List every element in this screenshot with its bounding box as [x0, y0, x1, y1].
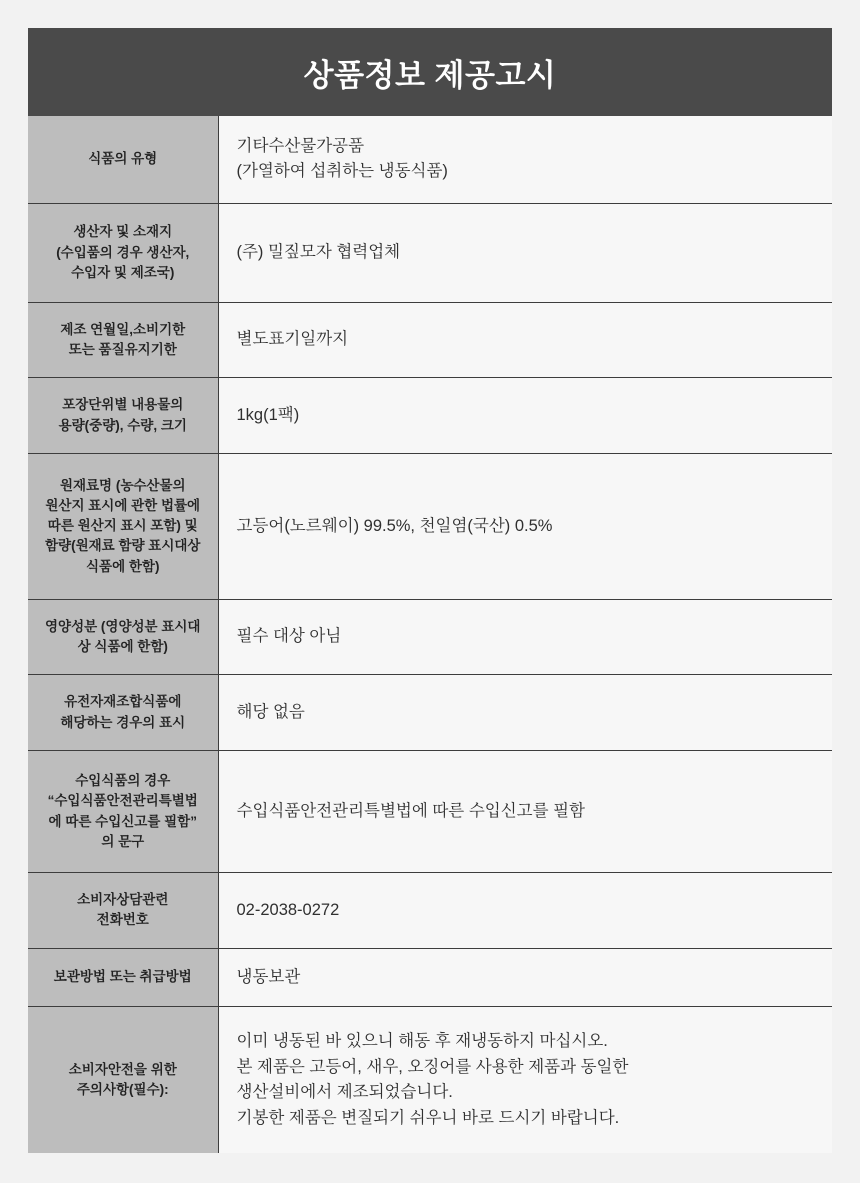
- table-row: [28, 1007, 832, 1153]
- table-row: [28, 453, 832, 599]
- row-label-producer: 생산자 및 소재지 (수입품의 경우 생산자, 수입자 및 제조국): [28, 203, 218, 302]
- table-row: [28, 599, 832, 675]
- row-label-ingredients: 원재료명 (농수산물의 원산지 표시에 관한 법률에 따른 원산지 표시 포함) 및 함량(원재료 함량 표시대상 식품에 한함): [28, 453, 218, 599]
- row-label-import-declaration: 수입식품의 경우 “수입식품안전관리특별법 에 따른 수입신고를 필함” 의 문구: [28, 750, 218, 872]
- row-label-packaging: 포장단위별 내용물의 용량(중량), 수량, 크기: [28, 378, 218, 454]
- product-info-table: [28, 116, 832, 1153]
- page-title: 상품정보 제공고시: [303, 57, 557, 93]
- product-info-table-body: [28, 116, 832, 1153]
- row-label-gmo: 유전자재조합식품에 해당하는 경우의 표시: [28, 675, 218, 751]
- table-row: [28, 873, 832, 949]
- page-title-bar: [28, 28, 832, 116]
- row-value-gmo: 해당 없음: [218, 675, 832, 751]
- row-value-customer-service-phone: 02-2038-0272: [218, 873, 832, 949]
- row-value-safety-notice: 이미 냉동된 바 있으니 해동 후 재냉동하지 마십시오. 본 제품은 고등어, 새우, 오징어를 사용한 제품과 동일한 생산설비에서 제조되었습니다. 기봉한 제품은 변질되기 쉬우니 바로 드시기 바랍니다.: [218, 1007, 832, 1153]
- table-row: [28, 948, 832, 1006]
- table-row: [28, 675, 832, 751]
- row-value-food-type: 기타수산물가공품 (가열하여 섭취하는 냉동식품): [218, 116, 832, 203]
- table-row: [28, 750, 832, 872]
- row-value-ingredients: 고등어(노르웨이) 99.5%, 천일염(국산) 0.5%: [218, 453, 832, 599]
- row-label-storage: 보관방법 또는 취급방법: [28, 948, 218, 1006]
- row-value-storage: 냉동보관: [218, 948, 832, 1006]
- table-row: [28, 302, 832, 378]
- table-row: [28, 116, 832, 203]
- row-label-safety-notice: 소비자안전을 위한 주의사항(필수):: [28, 1007, 218, 1153]
- row-value-nutrition: 필수 대상 아님: [218, 599, 832, 675]
- row-label-expiry: 제조 연월일,소비기한 또는 품질유지기한: [28, 302, 218, 378]
- table-row: [28, 378, 832, 454]
- row-value-import-declaration: 수입식품안전관리특별법에 따른 수입신고를 필함: [218, 750, 832, 872]
- row-label-customer-service-phone: 소비자상담관련 전화번호: [28, 873, 218, 949]
- table-row: [28, 203, 832, 302]
- row-value-producer: (주) 밀짚모자 협력업체: [218, 203, 832, 302]
- row-label-nutrition: 영양성분 (영양성분 표시대 상 식품에 한함): [28, 599, 218, 675]
- row-label-food-type: 식품의 유형: [28, 116, 218, 203]
- row-value-expiry: 별도표기일까지: [218, 302, 832, 378]
- row-value-packaging: 1kg(1팩): [218, 378, 832, 454]
